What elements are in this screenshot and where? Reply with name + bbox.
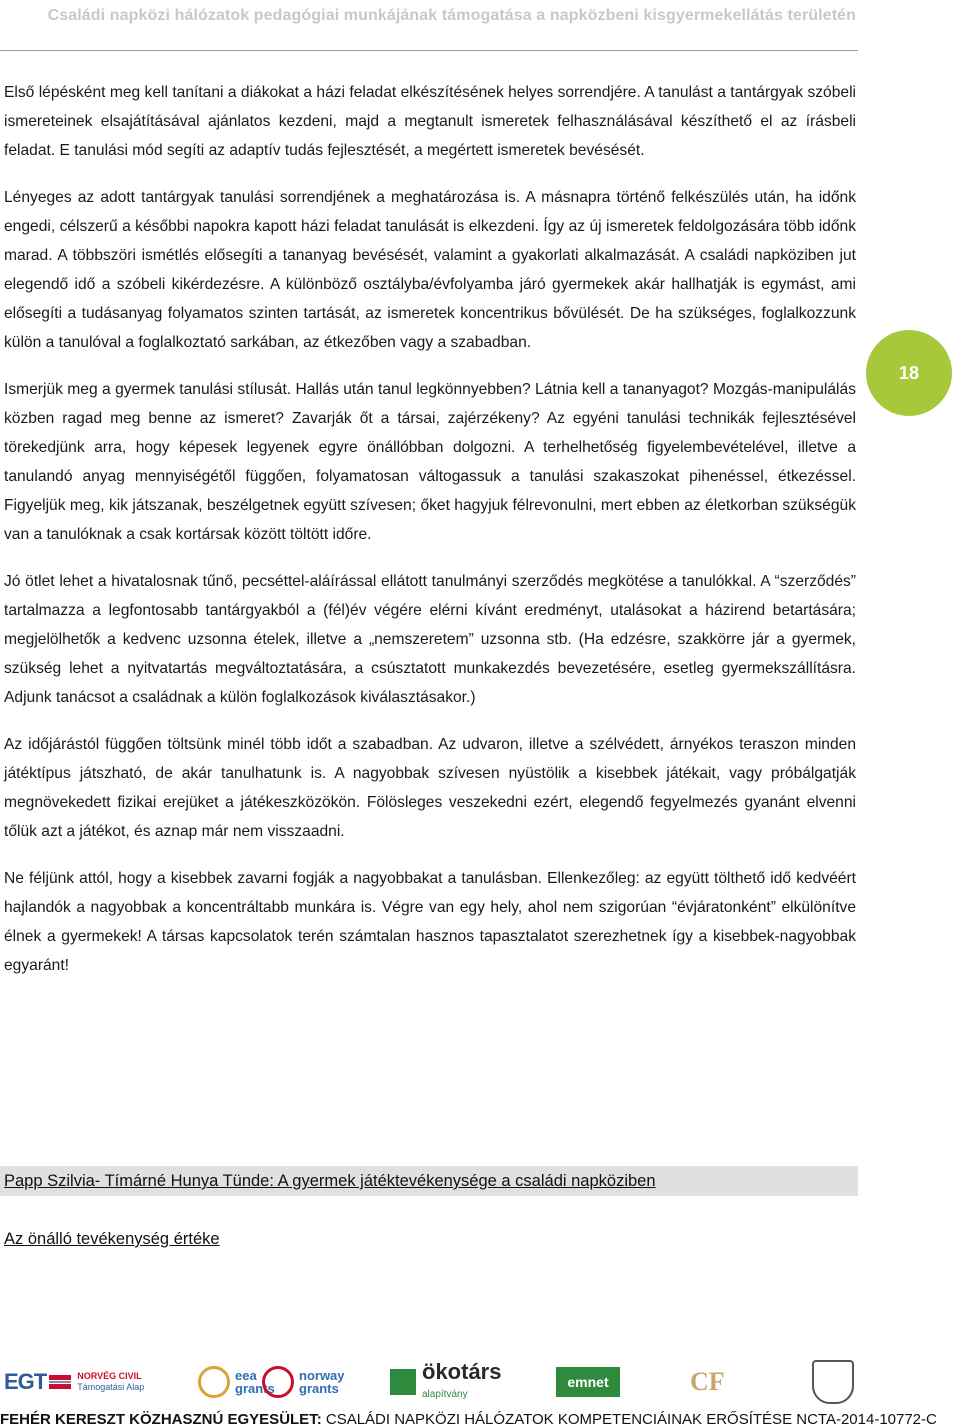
okotars-icon [390, 1369, 416, 1395]
egt-text: NORVÉG CIVIL Támogatási Alap [77, 1371, 145, 1392]
eea-circle-icon [198, 1366, 230, 1398]
footer-org: FEHÉR KERESZT KÖZHASZNÚ EGYESÜLET: [0, 1411, 322, 1428]
cf-mark: CF [690, 1367, 725, 1396]
header-title: Családi napközi hálózatok pedagógiai munkájának támogatása a napközbeni kisgyermekellátás területén [47, 7, 856, 24]
paragraph-1: Első lépésként meg kell tanítani a diákokat a házi feladat elkészítésének helyes sorrendjére. A tanulást a tantárgyak szóbeli ismereteinek elsajátításával ajánlatos kezdeni, majd a megtanult ismeretek felhasználásával készíthető el az írásbeli feladat. E tanulási mód segíti az adaptív tudás fejlesztését, a megértett ismeretek bevésését. [4, 84, 856, 159]
footer-project: CSALÁDI NAPKÖZI HÁLÓZATOK KOMPETENCIÁINAK ERŐSÍTÉSE NCTA-2014-10772-C [321, 1411, 937, 1428]
body-text [4, 78, 856, 998]
flag-icon [49, 1375, 71, 1389]
paragraph-4: Jó ötlet lehet a hivatalosnak tűnő, pecséttel-aláírással ellátott tanulmányi szerződés megkötése a tanulókkal. A “szerződés” tartalmazza a legfontosabb tantárgyakból a (fél)év végére elérni kívánt eredményt, utalásokat a házirend betartására; megjelölhetők a kedvenc uzsonna ételek, illetve a „nemszeretem” uzsonna stb. (Ha edzésre, szakkörre jár a gyermek, szükség lehet a nyitvatartás megváltoztatására, a csúsztatott munkakezdés bevezetésére, esetleg gyermekszállításra. Adjunk tanácsot a családnak a külön foglalkozások kiválasztásakor.) [4, 573, 856, 706]
norway-circle-icon [262, 1366, 294, 1398]
emnet-logo [556, 1356, 620, 1408]
section-heading-bar [0, 1166, 858, 1196]
coat-of-arms-logo [812, 1356, 854, 1408]
norway-grants-logo: norway grants [262, 1356, 345, 1408]
okotars-logo: ökotárs alapítvány [390, 1356, 501, 1408]
paragraph-2: Lényeges az adott tantárgyak tanulási sorrendjének a meghatározása is. A másnapra történő felkészülés után, ha időnk engedi, célszerű a későbbi napokra kapott házi feladat tanulását is elkezdeni. Így az új ismeretek feldolgozására több időnk marad. A többszöri ismétlés elősegíti a tananyag bevésését, valamint a gyakorlati alkalmazását. A családi napköziben jut elegendő idő a szóbeli kikérdezésre. A különböző osztályba/évfolyamba járó gyermekek akár hallhatják is egymást, ami elősegíti a tudásanyag folyamatos szinten tartását, az ismeretek koncentrikus bővülését. De ha szükséges, foglalkozzunk külön a tanulóval a foglalkoztató sarkában, az étkezőben vagy a szabadban. [4, 189, 856, 351]
subheading: Az önálló tevékenység értéke [4, 1230, 220, 1248]
eea-grants-logo: eea grants [198, 1356, 275, 1408]
sponsor-logos [0, 1356, 960, 1408]
paragraph-5: Az időjárástól függően töltsünk minél több időt a szabadban. Az udvaron, illetve a szélvédett, árnyékos teraszon minden játéktípus játszható, de akár tanulhatunk is. A nagyobbak szívesen nyüstölik a kisebbek játékait, vagy próbálgatják megnövekedett fizikai erejüket a játékeszközökön. Fölösleges veszekedni ezért, elegendő fegyelmezés gyanánt elvenni tőlük azt a játékot, és aznap már nem visszaadni. [4, 736, 856, 840]
footer [0, 1411, 960, 1428]
page-number-badge: 18 [866, 330, 952, 416]
paragraph-3: Ismerjük meg a gyermek tanulási stílusát. Hallás után tanul legkönnyebben? Látnia kell a tananyagot? Mozgás-manipulálás közben ragad meg benne az ismeret? Zavarják őt a társai, zajérzékeny? Az egyéni tanulási technikák fejlesztésével törekedjünk arra, hogy képesek legyenek egyre önállóbban dolgozni. A terhelhetőség figyelembevételével, illetve a tanulandó anyag mennyiségétől függően, folyamatosan váltogassuk a tanulási szakaszokat pihenéssel, étkezéssel. Figyeljük meg, kik játszanak, beszélgetnek együtt szívesen; őket hagyjuk félrevonulni, mert ebben az életkorban szükségük van a tanulóknak a csak kortársak között töltött időre. [4, 381, 856, 543]
egt-logo [4, 1356, 144, 1408]
section-heading: Papp Szilvia- Tímárné Hunya Tünde: A gyermek játéktevékenysége a családi napköziben [4, 1172, 656, 1190]
paragraph-6: Ne féljünk attól, hogy a kisebbek zavarni fogják a nagyobbakat a tanulásban. Ellenkezőleg: az együtt tölthető idő kedvéért hajlandók a nagyobbak a koncentráltabb munkára is. Végre van egy hely, ahol nem szigorúan “évjáratonként” elkülönítve élnek a gyermekek! A társas kapcsolatok terén számtalan hasznos tapasztalatot szerezhetnek így a kisebbek-nagyobbak egyaránt! [4, 870, 856, 974]
cf-logo [690, 1356, 725, 1408]
emblem-icon [812, 1360, 854, 1404]
header-divider [0, 50, 858, 51]
emnet-mark: emnet [556, 1367, 620, 1397]
egt-mark: EGT [4, 1369, 47, 1394]
page-header [0, 0, 960, 48]
